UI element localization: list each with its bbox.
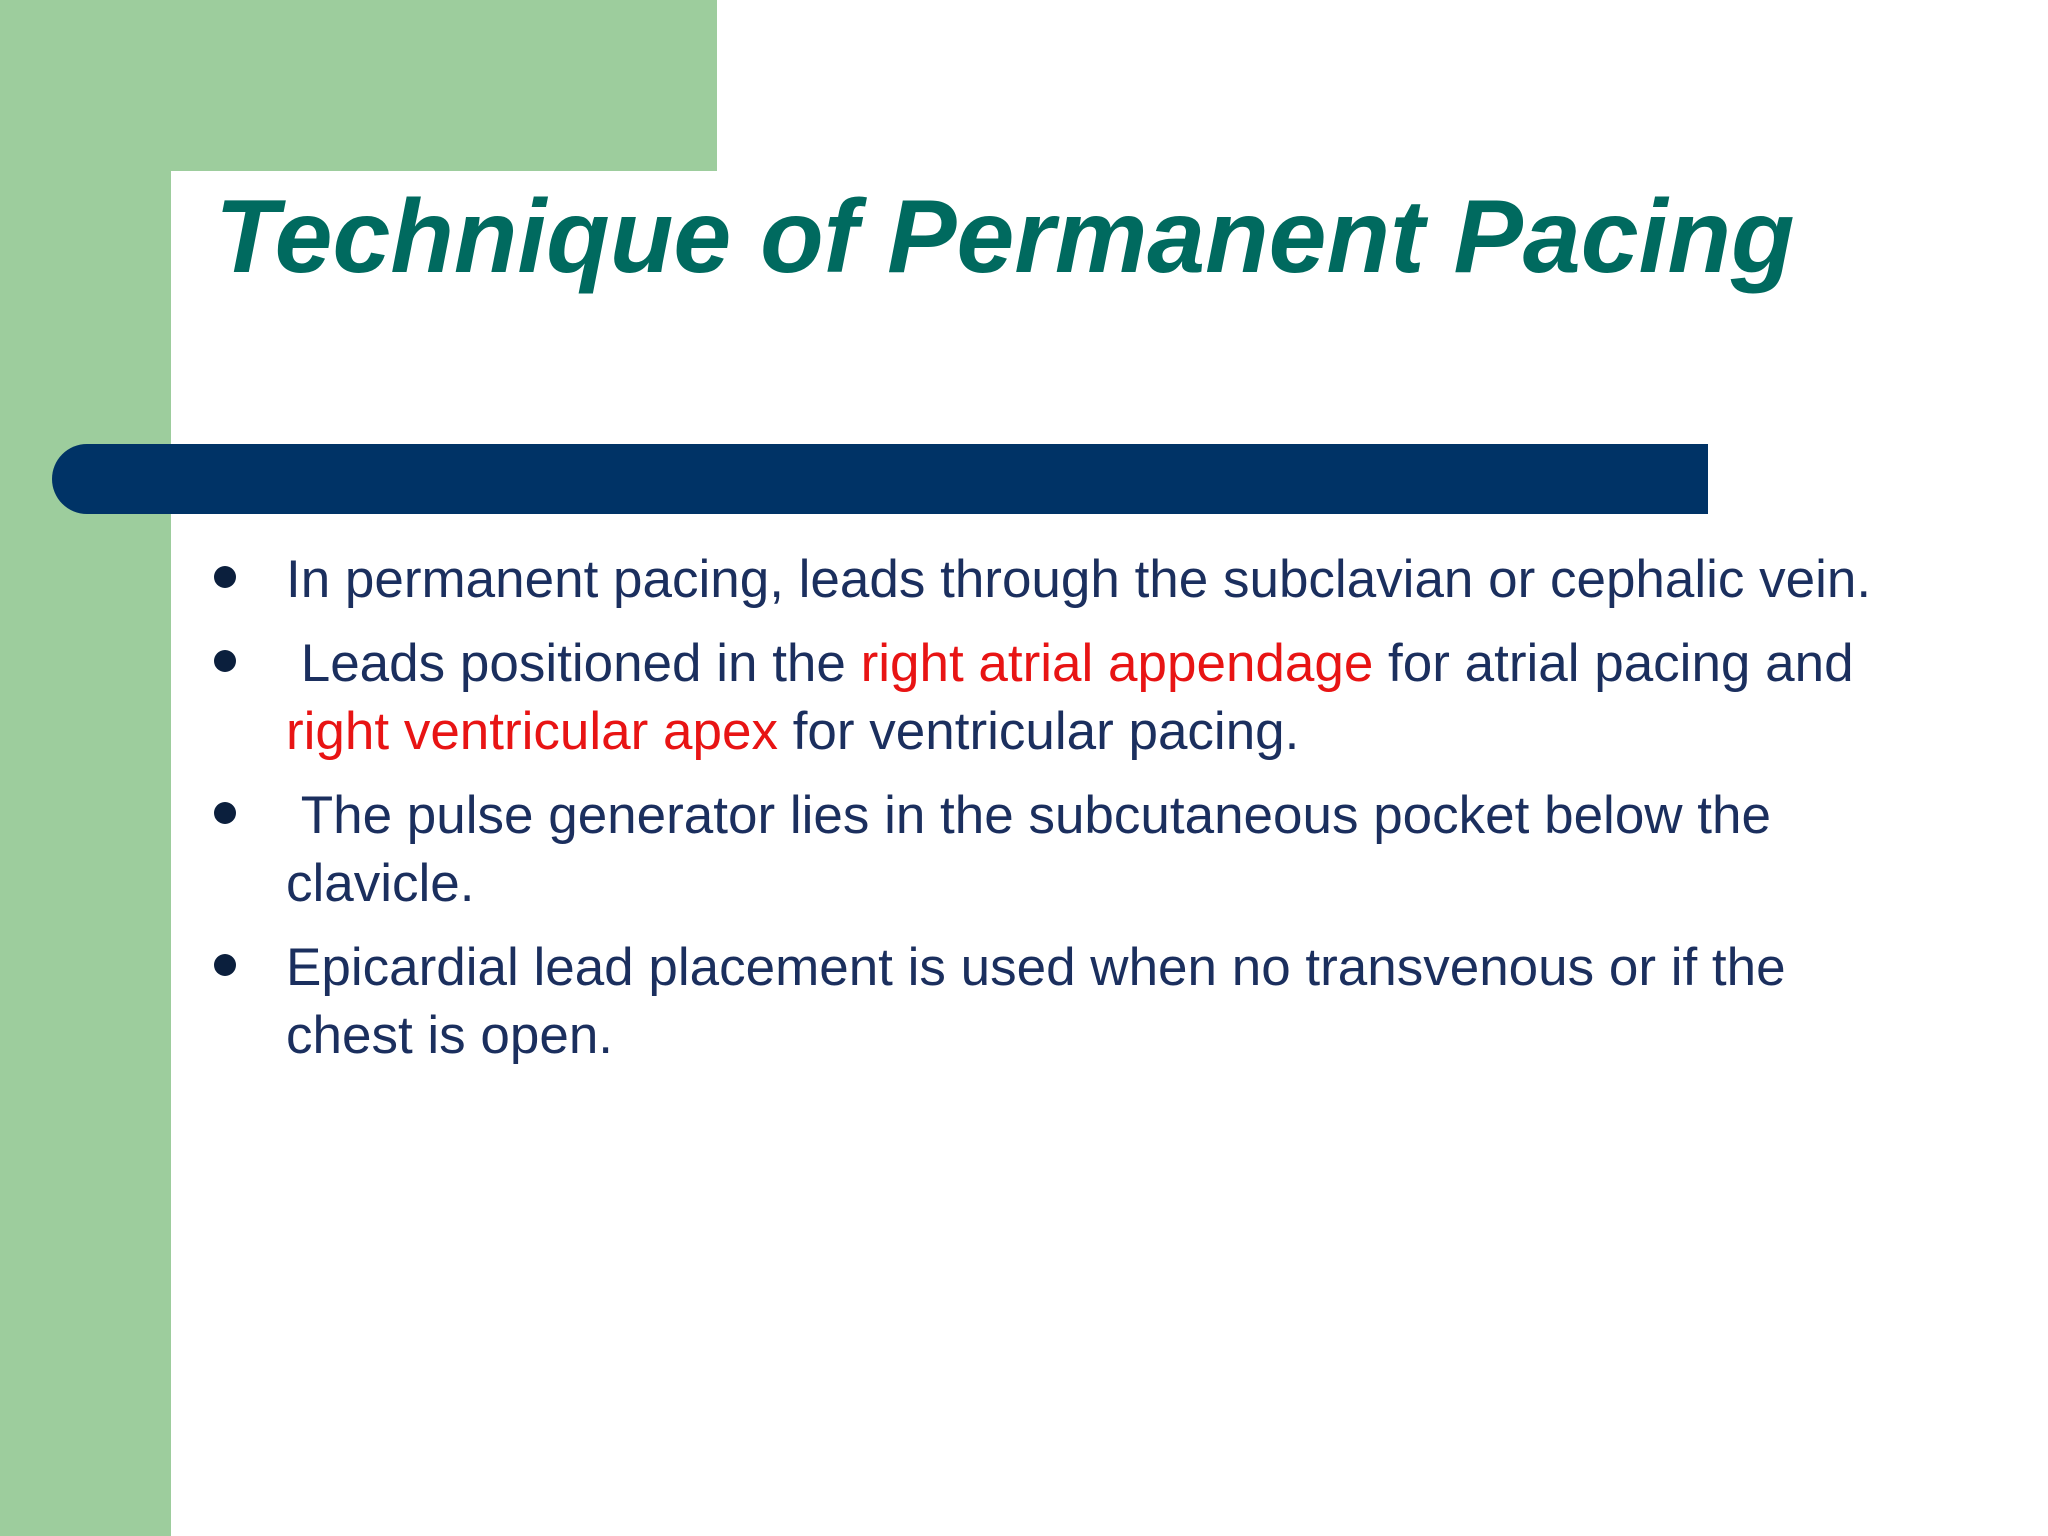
bullet-list bbox=[210, 546, 1910, 1086]
highlight-text: right atrial appendage bbox=[860, 634, 1374, 693]
bullet-dot-icon bbox=[214, 566, 236, 588]
bullet-text: Epicardial lead placement is used when no transvenous or if the chest is open. bbox=[286, 938, 1786, 1065]
highlight-text: right ventricular apex bbox=[286, 702, 778, 761]
bullet-dot-icon bbox=[214, 650, 236, 672]
bullet-text: Leads positioned in the bbox=[286, 634, 861, 693]
title-divider-bar bbox=[52, 444, 1708, 514]
bullet-text: for atrial pacing and bbox=[1373, 634, 1869, 693]
bullet-item bbox=[210, 782, 1910, 918]
bullet-item bbox=[210, 546, 1910, 614]
green-sidebar-accent bbox=[0, 0, 171, 1536]
bullet-text: for ventricular pacing. bbox=[777, 702, 1300, 761]
bullet-dot-icon bbox=[214, 802, 236, 824]
bullet-item bbox=[210, 934, 1910, 1070]
bullet-item bbox=[210, 630, 1910, 766]
slide-title: Technique of Permanent Pacing bbox=[215, 179, 1795, 295]
green-top-accent bbox=[0, 0, 717, 171]
bullet-text: The pulse generator lies in the subcutaneous pocket below the clavicle. bbox=[286, 786, 1786, 913]
bullet-text: In permanent pacing, leads through the subclavian or cephalic vein. bbox=[286, 550, 1872, 609]
bullet-dot-icon bbox=[214, 954, 236, 976]
